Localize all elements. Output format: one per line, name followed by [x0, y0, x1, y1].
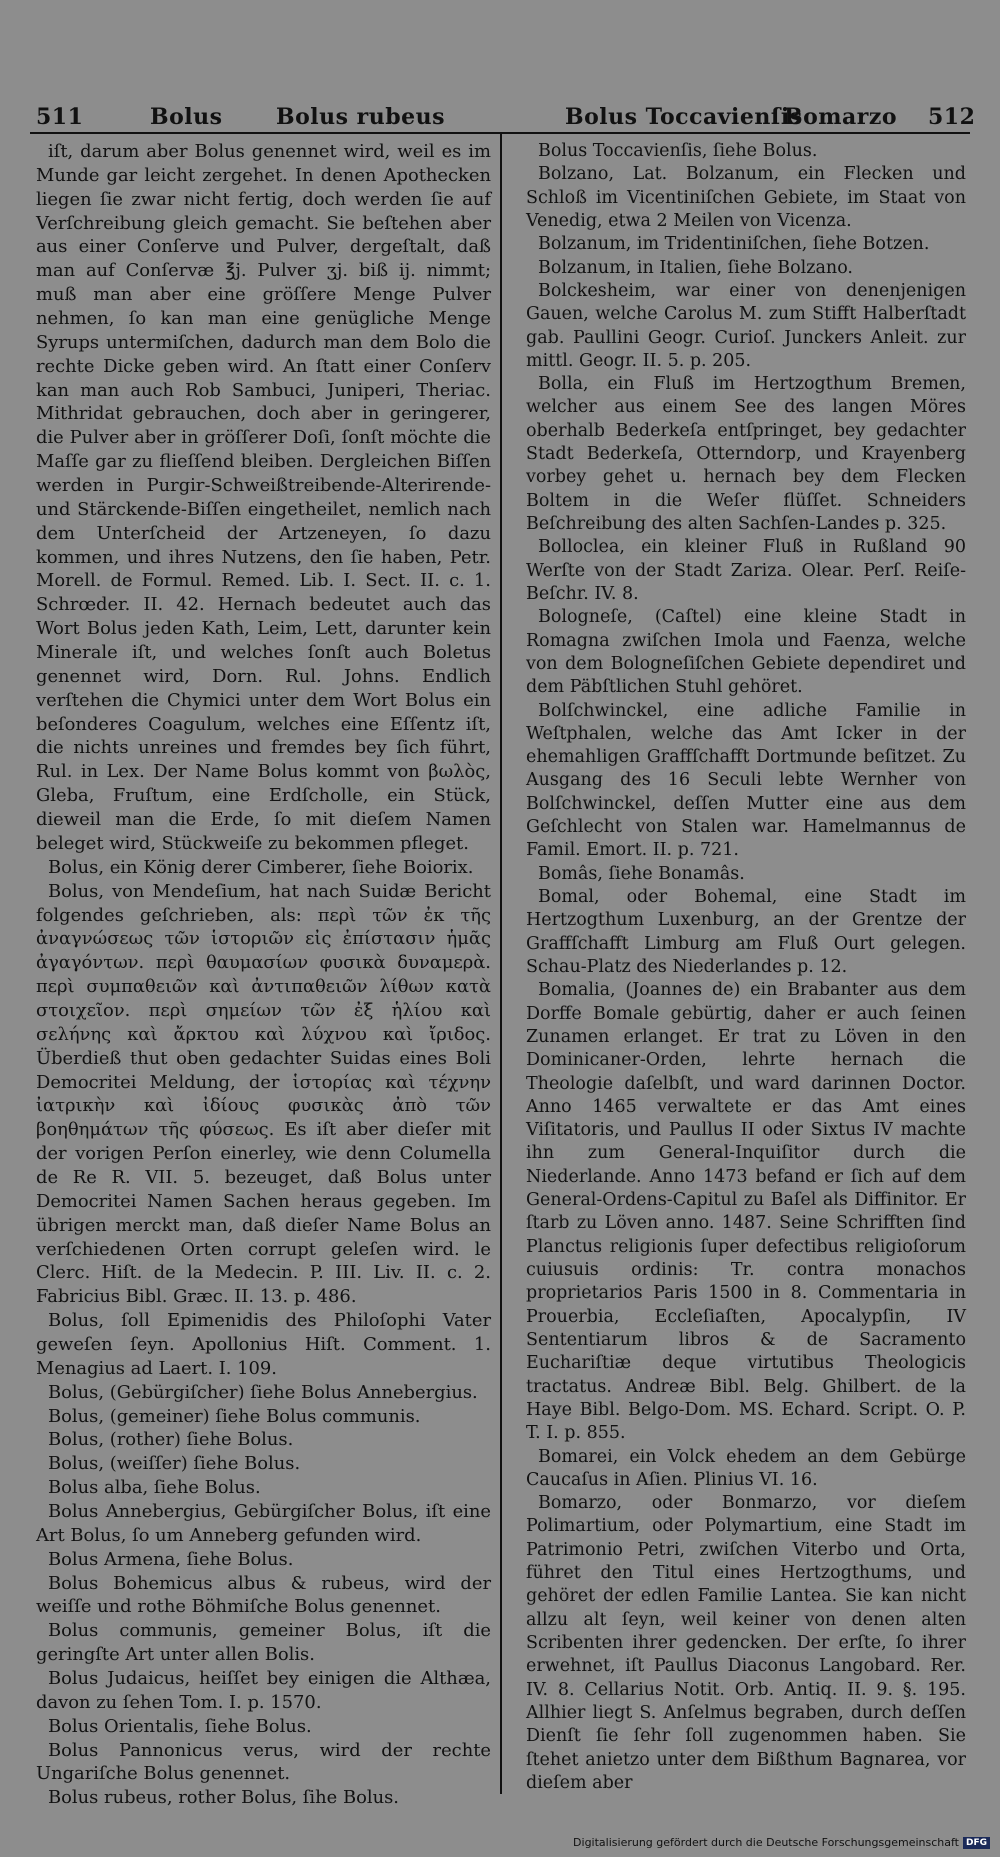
entry-paragraph: Bolus Judaicus, heiſſet bey einigen die Althæa, davon zu ſehen Tom. I. p. 1570.	[36, 1668, 491, 1713]
entry-paragraph: Bolus, ſoll Epimenidis des Philoſophi Vater geweſen ſeyn. Apollonius Hiſt. Comment. 1. Menagius ad Laert. I. 109.	[36, 1310, 491, 1379]
entry-paragraph: Bolus Armena, ſiehe Bolus.	[48, 1548, 294, 1570]
entry-paragraph: Bolus rubeus, rother Bolus, ſihe Bolus.	[48, 1787, 399, 1809]
entry-paragraph: Bolus Bohemicus albus & rubeus, wird der weiſſe und rothe Böhmiſche Bolus genennet.	[36, 1572, 491, 1618]
digitization-credit	[573, 1836, 990, 1849]
entry-paragraph: Bomarei, ein Volck ehedem an dem Gebürge Caucaſus in Aſien. Plinius VI. 16.	[526, 1446, 966, 1490]
right-column	[526, 140, 966, 1795]
entry-paragraph: Bolus communis, gemeiner Bolus, iſt die geringſte Art unter allen Bolis.	[36, 1620, 491, 1666]
entry-paragraph: Bolzanum, im Tridentiniſchen, ſiehe Botzen.	[538, 234, 930, 255]
header-keyword-2: Bolus rubeus	[276, 104, 446, 130]
entry-paragraph: Bolzano, Lat. Bolzanum, ein Flecken und Schloß im Vicentiniſchen Gebiete, im Staat von Venedig, etwa 2 Meilen von Vicenza.	[526, 164, 966, 231]
header-keyword-3: Bolus Toccavienſis	[565, 104, 803, 130]
entry-paragraph: Bomalia, (Joannes de) ein Brabanter aus dem Dorffe Bomale gebürtig, daher er auch ſeinen Zunamen erlanget. Er trat zu Löven in den Dominicaner-Orden, lehrte hernach die Theologie daſelbſt, und ward darinnen Doctor. Anno 1465 verwaltete er das Amt eines Viſitatoris, und Paullus II oder Sixtus IV machte ihn zum General-Inquiſitor durch die Niederlande. Anno 1473 befand er ſich auf dem General-Ordens-Capitul zu Baſel als Diffinitor. Er ſtarb zu Löven anno. 1487. Seine Schrifften ſind Planctus religionis ſuper defectibus religioſorum cuiusuis ordinis: Tr. contra monachos proprietarios Paris 1500 in 8. Commentaria in Prouerbia, Eccleſiaſten, Apocalypſin, IV Sententiarum libros & de Sacramento Euchariſtiæ deque virtutibus Theologicis tractatus. Andreæ Bibl. Belg. Ghilbert. de la Haye Bibl. Belgo-Dom. MS. Echard. Script. O. P. T. I. p. 855.	[526, 980, 966, 1444]
entry-paragraph: Bolus Annebergius, Gebürgiſcher Bolus, iſt eine Art Bolus, ſo um Anneberg gefunden wird.	[36, 1500, 491, 1546]
entry-paragraph: Bolus, (weiſſer) ſiehe Bolus.	[48, 1453, 301, 1475]
left-column	[36, 140, 491, 1810]
entry-paragraph: Bolus Pannonicus verus, wird der rechte Ungariſche Bolus genennet.	[36, 1739, 491, 1785]
entry-paragraph: Bologneſe, (Caſtel) eine kleine Stadt in Romagna zwiſchen Imola und Faenza, welche von dem Bologneſiſchen Gebiete dependiret und dem Päbſtlichen Stuhl gehöret.	[526, 607, 966, 698]
page-number-left: 511	[36, 104, 84, 130]
entry-paragraph: Bolus, ein König derer Cimberer, ſiehe Boiorix.	[48, 856, 474, 878]
entry-paragraph: Bolla, ein Fluß im Hertzogthum Bremen, welcher aus einem See des langen Möres oberhalb Bederkeſa entſpringet, bey gedachter Stadt Bederkeſa, Otterndorp, und Krayenberg vorbey gehet u. hernach bey dem Flecken Boltem in die Weſer flüſſet. Schneiders Beſchreibung des alten Sachſen-Landes p. 325.	[526, 374, 966, 534]
entry-paragraph: Bolus Toccavienſis, ſiehe Bolus.	[538, 141, 818, 161]
entry-paragraph: Bolus, (Gebürgiſcher) ſiehe Bolus Annebergius.	[48, 1381, 478, 1403]
entry-paragraph: Bolus, (rother) ſiehe Bolus.	[48, 1429, 294, 1451]
entry-paragraph: Bomarzo, oder Bonmarzo, vor dieſem Polimartium, oder Polymartium, eine Stadt im Patrimonio Petri, zwiſchen Viterbo und Orta, führet den Titul eines Hertzogthums, und gehöret der edlen Familie Lantea. Sie kan nicht allzu alt ſeyn, weil keiner von denen alten Scribenten ihrer gedencken. Der erſte, ſo ihrer erwehnet, iſt Paullus Diaconus Langobard. Rer. IV. 8. Cellarius Notit. Orb. Antiq. II. 9. §. 195. Allhier liegt S. Anſelmus begraben, durch deſſen Dienſt ſie ſehr ſoll zugenommen haben. Sie ſtehet anietzo unter dem Bißthum Bagnarea, vor dieſem aber	[526, 1493, 966, 1793]
column-divider	[500, 134, 502, 1794]
page-number-right: 512	[928, 104, 976, 130]
entry-paragraph: Bomâs, ſiehe Bonamâs.	[538, 863, 745, 884]
entry-paragraph: iſt, darum aber Bolus genennet wird, weil es im Munde gar leicht zergehet. In denen Apothecken liegen ſie zwar nicht fertig, doch werden ſie auf Verſchreibung gleich gemacht. Sie beſtehen aber aus einer Conſerve und Pulver, dergeſtalt, daß man auf Conſervæ ℥j. Pulver ʒj. biß ij. nimmt; muß man aber eine gröſſere Menge Pulver nehmen, ſo kan man eine genügliche Menge Syrups untermiſchen, dadurch man dem Bolo die rechte Dicke geben wird. An ſtatt einer Conſerv kan man auch Rob Sambuci, Juniperi, Theriac. Mithridat gebrauchen, doch aber in geringerer, die Pulver aber in gröſſerer Doſi, ſonſt möchte die Maſſe gar zu flieſſend bleiben. Dergleichen Biſſen werden in Purgir-Schweißtreibende-Alterirende- und Stärckende-Biſſen eingetheilet, nemlich nach dem Unterſcheid der Artzeneyen, ſo dazu kommen, und ihres Nutzens, den ſie haben, Petr. Morell. de Formul. Remed. Lib. I. Sect. II. c. 1. Schrœder. II. 42. Hernach bedeutet auch das Wort Bolus jeden Kath, Leim, Lett, darunter kein Minerale iſt, und welches ſonſt auch Boletus genennet wird, Dorn. Rul. Johns. Endlich verſtehen die Chymici unter dem Wort Bolus ein beſonderes Coagulum, welches eine Eſſentz iſt, die nichts unreines und fremdes bey ſich führt, Rul. in Lex. Der Name Bolus kommt von βωλὸς, Gleba, Fruſtum, eine Erdſcholle, ein Stück, dieweil man die Erde, ſo mit dieſem Namen beleget wird, Stückweiſe zu bekommen pfleget.	[36, 141, 491, 854]
entry-paragraph: Bolus, (gemeiner) ſiehe Bolus communis.	[48, 1405, 421, 1427]
entry-paragraph: Bolus Orientalis, ſiehe Bolus.	[48, 1715, 312, 1737]
entry-paragraph: Bomal, oder Bohemal, eine Stadt im Hertzogthum Luxenburg, an der Grentze der Graffſchafft Limburg am Fluß Ourt gelegen. Schau-Platz des Niederlandes p. 12.	[526, 887, 966, 977]
entry-paragraph: Bolckesheim, war einer von denenjenigen Gauen, welche Carolus M. zum Stifft Halberſtadt gab. Paullini Geogr. Curioſ. Junckers Anleit. zur mittl. Geogr. II. 5. p. 205.	[526, 280, 966, 371]
entry-paragraph: Bolloclea, ein kleiner Fluß in Rußland 90 Werſte von der Stadt Zariza. Olear. Perſ. Reiſe-Beſchr. IV. 8.	[526, 537, 966, 604]
dfg-logo: DFG	[963, 1837, 990, 1849]
entry-paragraph: Bolus, von Mendeſium, hat nach Suidæ Bericht folgendes geſchrieben, als: περὶ τῶν ἐκ τῆς ἀναγνώσεως τῶν ἱστοριῶν εἰς ἐπίστασιν ἡμᾶς ἀγαγόντων. περὶ θαυμασίων φυσικὰ δυναμερὰ. περὶ συμπαθειῶν καὶ ἀντιπαθειῶν λίθων κατὰ στοιχεῖον. περὶ σημείων τῶν ἐξ ἡλίου καὶ σελήνης καὶ ἄρκτου καὶ λύχνου καὶ ἴριδος. Überdieß thut oben gedachter Suidas eines Boli Democritei Meldung, der ἱστορίας καὶ τέχνην ἰατρικὴν καὶ ἰδίους φυσικὰς ἀπὸ τῶν βοηθημάτων τῆς φύσεως. Es iſt aber dieſer mit der vorigen Perſon einerley, wie denn Columella de Re R. VII. 5. bezeuget, daß Bolus unter Democritei Namen Sachen heraus gegeben. Im übrigen merckt man, daß dieſer Name Bolus an verſchiedenen Orten corrupt geleſen wird. le Clerc. Hiſt. de la Medecin. P. III. Liv. II. c. 2. Fabricius Bibl. Græc. II. 13. p. 486.	[36, 880, 491, 1308]
entry-paragraph: Bolzanum, in Italien, ſiehe Bolzano.	[538, 257, 853, 278]
header-keyword-1: Bolus	[150, 104, 223, 130]
header-keyword-4: Bomarzo	[784, 104, 898, 130]
credit-text: Digitalisierung gefördert durch die Deutsche Forschungsgemeinschaft	[573, 1836, 959, 1849]
entry-paragraph: Bolus alba, ſiehe Bolus.	[48, 1477, 261, 1499]
entry-paragraph: Bolſchwinckel, eine adliche Familie in Weſtphalen, welche das Amt Icker in der ehemahligen Graffſchafft Dortmunde beſitzet. Zu Ausgang des 16 Seculi lebte Wernher von Bolſchwinckel, deſſen Mutter eine aus dem Geſchlecht von Stalen war. Hamelmannus de Famil. Emort. II. p. 721.	[526, 700, 966, 861]
